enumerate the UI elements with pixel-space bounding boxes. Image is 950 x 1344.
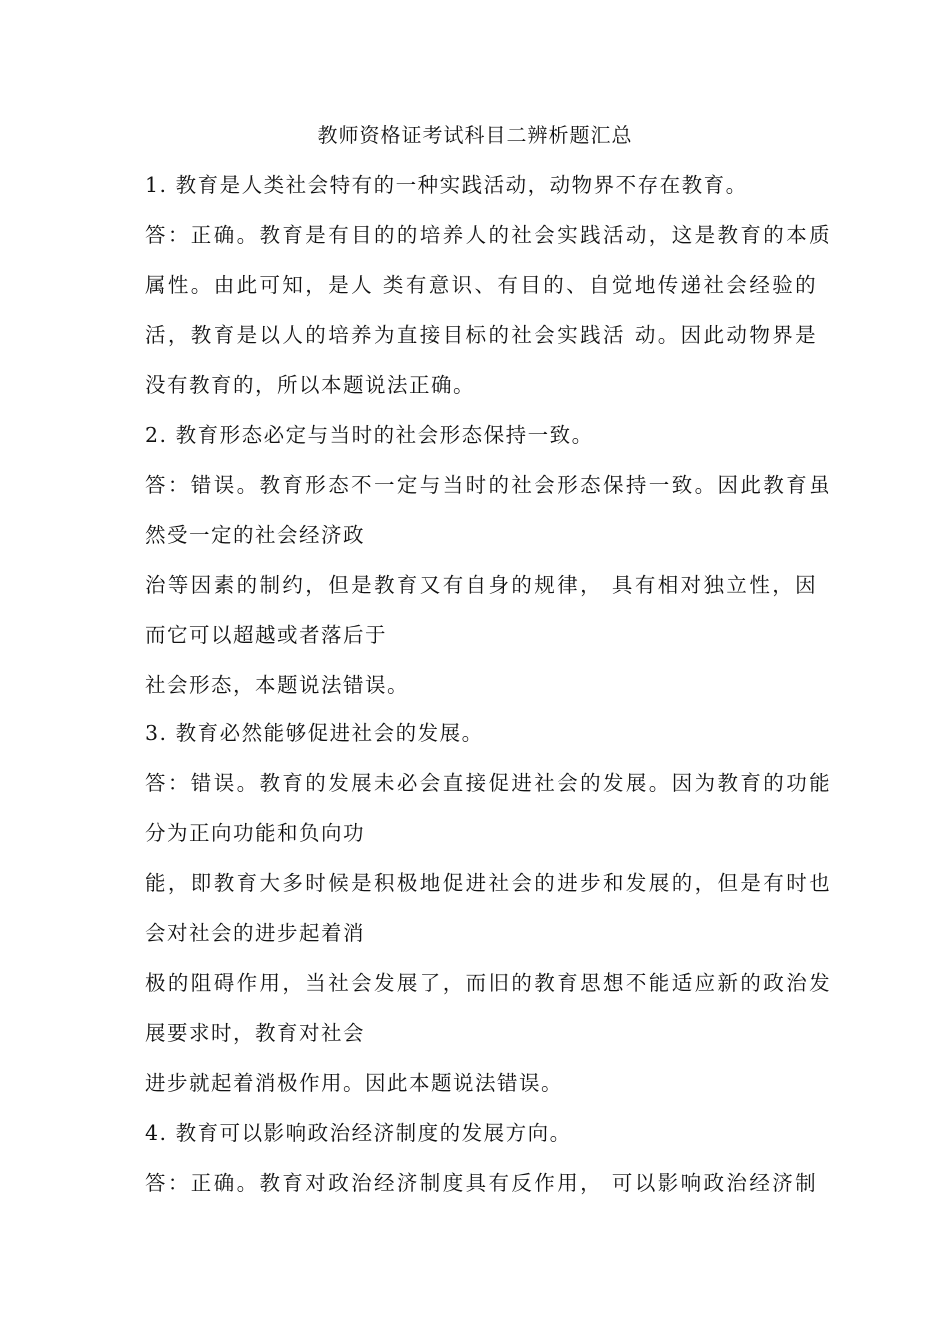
answer-3-line-1: 答：错误。教育的发展未必会直接促进社会的发展。因为教育的功能 (145, 771, 832, 795)
question-3: 3. 教育必然能够促进社会的发展。 (145, 721, 484, 745)
answer-2-line-5: 社会形态，本题说法错误。 (145, 673, 409, 697)
answer-3-line-4: 会对社会的进步起着消 (145, 921, 365, 945)
answer-1-line-1: 答：正确。教育是有目的的培养人的社会实践活动，这是教育的本质 (145, 223, 832, 247)
answer-2-line-1: 答：错误。教育形态不一定与当时的社会形态保持一致。因此教育虽 (145, 473, 832, 497)
question-1: 1. 教育是人类社会特有的一种实践活动，动物界不存在教育。 (145, 173, 748, 197)
answer-3-line-2: 分为正向功能和负向功 (145, 821, 365, 845)
answer-3-line-6: 展要求时，教育对社会 (145, 1021, 365, 1045)
answer-2-line-4: 而它可以超越或者落后于 (145, 623, 387, 647)
document-title: 教师资格证考试科目二辨析题汇总 (317, 123, 633, 147)
answer-1-line-4: 没有教育的，所以本题说法正确。 (145, 373, 475, 397)
answer-2-line-2: 然受一定的社会经济政 (145, 523, 365, 547)
answer-3-line-3: 能，即教育大多时候是积极地促进社会的进步和发展的，但是有时也 (145, 871, 832, 895)
question-2: 2. 教育形态必定与当时的社会形态保持一致。 (145, 423, 594, 447)
answer-1-line-3: 活，教育是以人的培养为直接目标的社会实践活 动。因此动物界是 (145, 323, 819, 347)
answer-1-line-2: 属性。由此可知，是人 类有意识、有目的、自觉地传递社会经验的 (145, 273, 819, 297)
question-4: 4. 教育可以影响政治经济制度的发展方向。 (145, 1121, 572, 1145)
answer-4-line-1: 答：正确。教育对政治经济制度具有反作用， 可以影响政治经济制 (145, 1171, 819, 1195)
answer-2-line-3: 治等因素的制约，但是教育又有自身的规律， 具有相对独立性，因 (145, 573, 819, 597)
answer-3-line-7: 进步就起着消极作用。因此本题说法错误。 (145, 1071, 563, 1095)
answer-3-line-5: 极的阻碍作用，当社会发展了，而旧的教育思想不能适应新的政治发 (145, 971, 832, 995)
